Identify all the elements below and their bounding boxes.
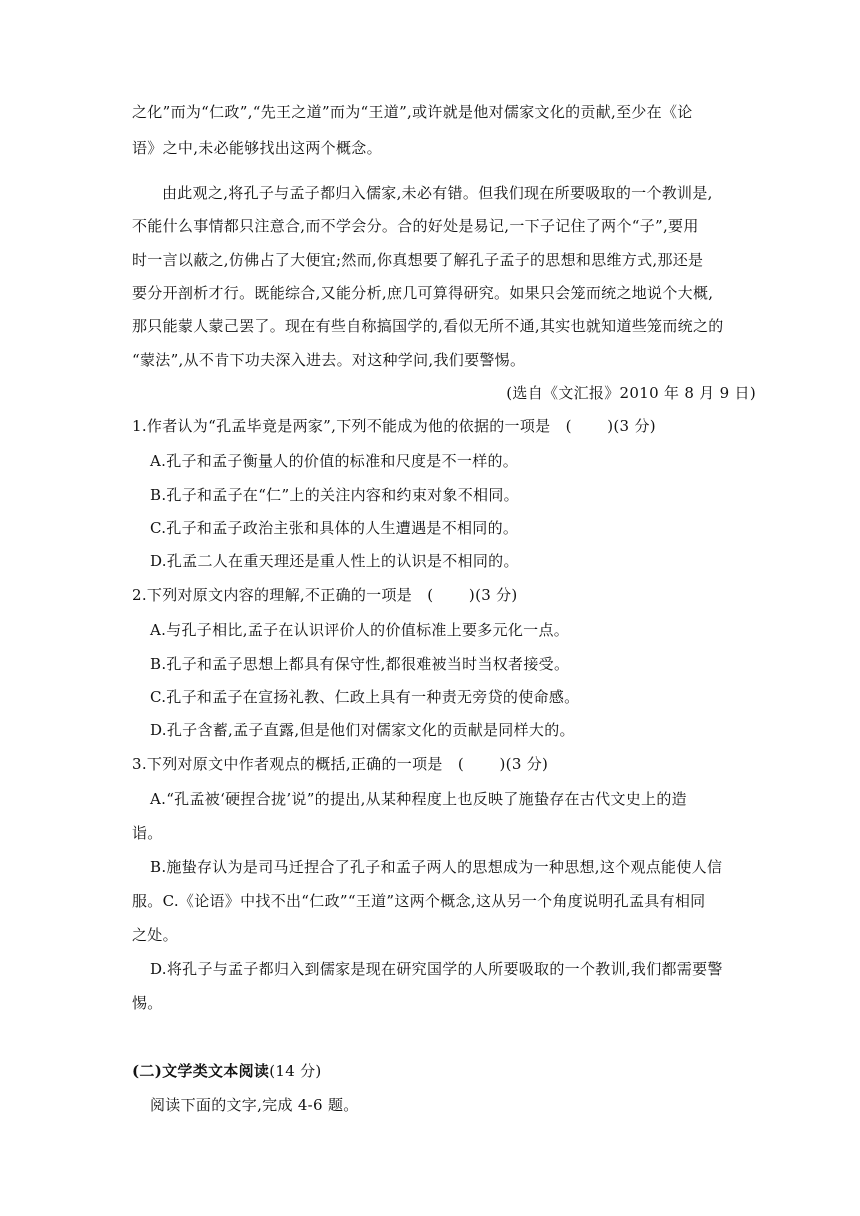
question-option: C.孔子和孟子政治主张和具体的人生遭遇是不相同的。 xyxy=(150,519,519,537)
question-stem: 2.下列对原文内容的理解,不正确的一项是 ( )(3 分) xyxy=(132,586,518,604)
question-option: 惕。 xyxy=(132,994,163,1012)
question-option: 之处。 xyxy=(132,926,178,944)
section-instruction: 阅读下面的文字,完成 4-6 题。 xyxy=(150,1096,359,1114)
question-option: A.孔子和孟子衡量人的价值的标准和尺度是不一样的。 xyxy=(150,452,519,470)
passage-line: 之化”而为“仁政”,“先王之道”而为“王道”,或许就是他对儒家文化的贡献,至少在《论 xyxy=(132,103,693,121)
source-citation: (选自《文汇报》2010 年 8 月 9 日) xyxy=(506,384,756,402)
section-score: (14 分) xyxy=(269,1062,322,1080)
question-option: B.施蛰存认为是司马迁捏合了孔子和孟子两人的思想成为一种思想,这个观点能使人信 xyxy=(150,858,723,876)
passage-line: 那只能蒙人蒙己罢了。现在有些自称搞国学的,看似无所不通,其实也就知道些笼而统之的 xyxy=(132,317,724,335)
question-option: D.孔孟二人在重天理还是重人性上的认识是不相同的。 xyxy=(150,552,519,570)
passage-line: 语》之中,未必能够找出这两个概念。 xyxy=(132,139,382,157)
passage-line: 由此观之,将孔子与孟子都归入儒家,未必有错。但我们现在所要吸取的一个教训是, xyxy=(162,184,713,202)
question-option: B.孔子和孟子在“仁”上的关注内容和约束对象不相同。 xyxy=(150,486,519,504)
section-heading xyxy=(132,1061,322,1081)
section-title: (二)文学类文本阅读 xyxy=(132,1062,270,1080)
question-option: C.孔子和孟子在宣扬礼教、仁政上具有一种责无旁贷的使命感。 xyxy=(150,688,580,706)
question-option: 诣。 xyxy=(132,824,163,842)
question-stem: 3.下列对原文中作者观点的概括,正确的一项是 ( )(3 分) xyxy=(132,755,549,773)
passage-line: 不能什么事情都只注意合,而不学会分。合的好处是易记,一下子记住了两个“子”,要用 xyxy=(132,217,699,235)
question-option: B.孔子和孟子思想上都具有保守性,都很难被当时当权者接受。 xyxy=(150,655,570,673)
question-option: A.“孔孟被‘硬捏合拢’说”的提出,从某种程度上也反映了施蛰存在古代文史上的造 xyxy=(150,790,687,808)
passage-line: “蒙法”,从不肯下功夫深入进去。对这种学问,我们要警惕。 xyxy=(132,351,526,369)
question-option: A.与孔子相比,孟子在认识评价人的价值标准上要多元化一点。 xyxy=(150,621,570,639)
passage-line: 时一言以蔽之,仿佛占了大便宜;然而,你真想要了解孔子孟子的思想和思维方式,那还是 xyxy=(132,251,704,269)
question-option: D.将孔子与孟子都归入到儒家是现在研究国学的人所要吸取的一个教训,我们都需要警 xyxy=(150,960,723,978)
passage-line: 要分开剖析才行。既能综合,又能分析,庶几可算得研究。如果只会笼而统之地说个大概, xyxy=(132,284,714,302)
question-option: D.孔子含蓄,孟子直露,但是他们对儒家文化的贡献是同样大的。 xyxy=(150,721,575,739)
question-stem: 1.作者认为“孔孟毕竟是两家”,下列不能成为他的依据的一项是 ( )(3 分) xyxy=(132,417,656,435)
question-option: 服。C.《论语》中找不出“仁政”“王道”这两个概念,这从另一个角度说明孔孟具有相同 xyxy=(132,892,706,910)
